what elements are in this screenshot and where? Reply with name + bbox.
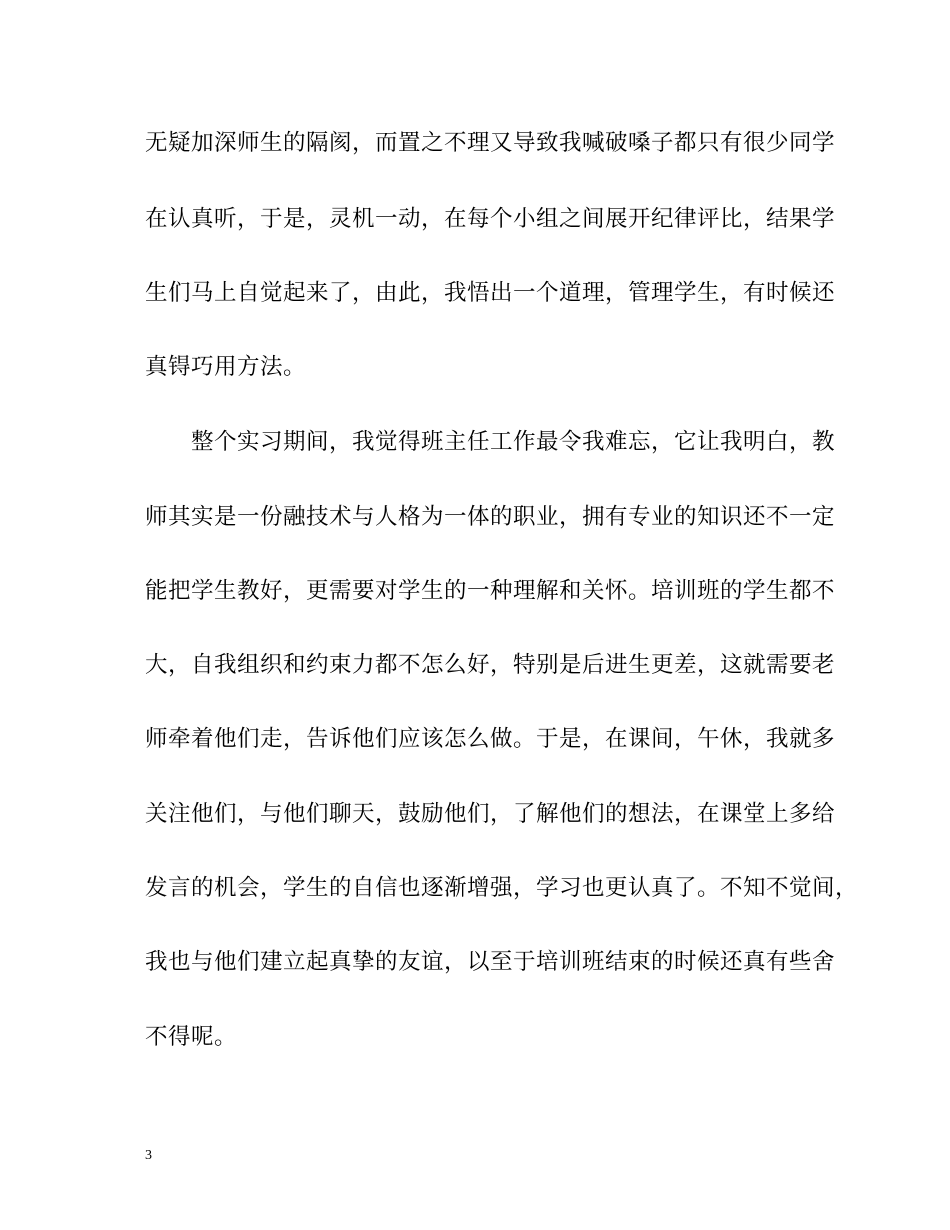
text-line: 整个实习期间，我觉得班主任工作最令我难忘，它让我明白，教 bbox=[145, 429, 836, 455]
text-line: 师其实是一份融技术与人格为一体的职业，拥有专业的知识还不一定 bbox=[145, 504, 836, 530]
text-line: 关注他们，与他们聊天，鼓励他们，了解他们的想法，在课堂上多给 bbox=[145, 801, 836, 827]
text-line: 生们马上自觉起来了，由此，我悟出一个道理，管理学生，有时候还 bbox=[145, 280, 836, 306]
text-line: 真锝巧用方法。 bbox=[145, 354, 307, 380]
text-line: 大，自我组织和约束力都不怎么好，特别是后进生更差，这就需要老 bbox=[145, 652, 836, 678]
text-line: 在认真听，于是，灵机一动，在每个小组之间展开纪律评比，结果学 bbox=[145, 206, 836, 232]
text-line: 能把学生教好，更需要对学生的一种理解和关怀。培训班的学生都不 bbox=[145, 578, 836, 604]
text-line: 发言的机会，学生的自信也逐渐增强，学习也更认真了。不知不觉间， bbox=[145, 875, 859, 901]
text-line: 我也与他们建立起真挚的友谊，以至于培训班结束的时候还真有些舍 bbox=[145, 949, 836, 975]
text-line: 不得呢。 bbox=[145, 1024, 238, 1050]
text-line: 师牵着他们走，告诉他们应该怎么做。于是，在课间，午休，我就多 bbox=[145, 726, 836, 752]
text-line: 无疑加深师生的隔阂，而置之不理又导致我喊破嗓子都只有很少同学 bbox=[145, 130, 836, 156]
page-number: 3 bbox=[145, 1148, 152, 1163]
